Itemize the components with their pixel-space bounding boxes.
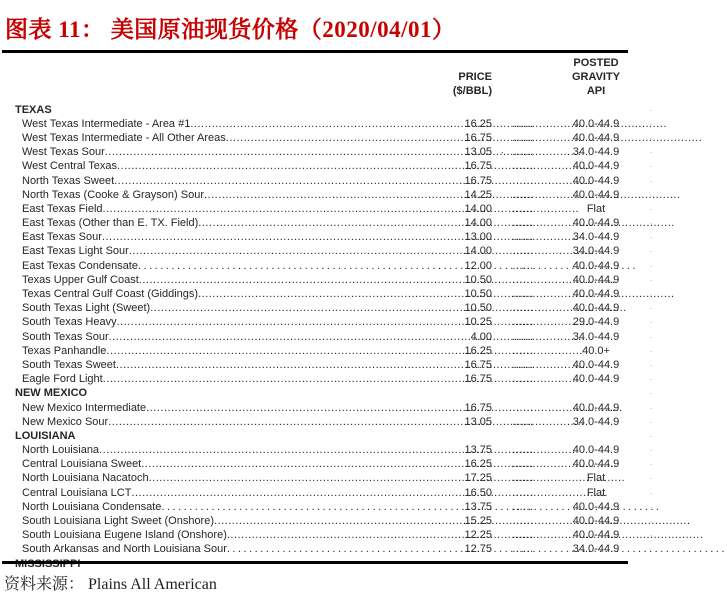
table-row — [15, 457, 664, 471]
gravity-value: 40.0-44.9 — [572, 188, 620, 201]
table-row — [15, 330, 664, 344]
dot-leader — [76, 429, 413, 443]
clipped-column-dot — [638, 103, 664, 117]
price-value: 16.75 — [464, 160, 492, 173]
table-row — [15, 401, 664, 415]
gravity-value: 34.0-44.9 — [572, 245, 620, 258]
clipped-column-dot — [638, 386, 664, 400]
clipped-column-dot — [638, 330, 664, 344]
commodity-name: South Louisiana Light Sweet (Onshore) — [22, 515, 215, 527]
row-separator-dots: ...... — [512, 458, 534, 471]
section-header: LOUISIANA — [15, 429, 76, 442]
gravity-value: Flat — [586, 472, 606, 485]
commodity-name: West Texas Intermediate - All Other Areas — [22, 131, 226, 144]
row-separator-dots: ...... — [512, 259, 534, 272]
price-value: 16.25 — [464, 458, 492, 471]
col-header-gravity: GRAVITY — [571, 71, 621, 84]
commodity-name: East Texas (Other than E. TX. Field) — [22, 217, 199, 230]
table-row — [15, 415, 664, 429]
gravity-value: 40.0-44.9 — [572, 259, 620, 272]
price-footnote-dot: · — [500, 147, 504, 159]
row-separator-dots: ...... — [512, 302, 534, 315]
commodity-name: South Louisiana Eugene Island (Onshore) — [22, 529, 227, 542]
price-value: 16.75 — [464, 373, 492, 386]
gravity-value: 40.0-44.9 — [572, 117, 620, 130]
price-value: 16.25 — [464, 344, 492, 357]
clipped-column-dot — [638, 315, 664, 329]
row-separator-dots: ...... — [512, 117, 534, 130]
commodity-name: South Texas Sweet — [22, 358, 116, 371]
table-row — [15, 528, 664, 542]
clipped-column-dot — [638, 131, 664, 145]
price-value: 12.00 — [464, 259, 492, 272]
commodity-name: South Texas Heavy — [22, 316, 117, 329]
gravity-value: 40.0+ — [582, 344, 610, 357]
row-separator-dots: ...... — [512, 131, 534, 144]
row-separator-dots: ...... — [512, 231, 534, 244]
source-note: 资料来源： Plains All American — [4, 576, 217, 593]
dot-leader — [87, 386, 412, 400]
price-value: 16.75 — [464, 401, 492, 414]
price-value: 13.00 — [464, 231, 492, 244]
dot-leader — [52, 103, 412, 117]
col-header-price-unit: ($/BBL) — [452, 85, 492, 98]
row-separator-dots: ...... — [512, 486, 534, 499]
row-separator-dots: ...... — [512, 529, 534, 542]
commodity-name: Texas Panhandle — [22, 344, 107, 357]
clipped-column-dot — [638, 401, 664, 415]
header-row-units — [15, 84, 664, 98]
clipped-column-dot — [638, 159, 664, 173]
table-row — [15, 216, 664, 230]
row-separator-dots: ...... — [512, 160, 534, 173]
section-header-row — [15, 103, 664, 117]
gravity-value: 40.0-44.9 — [572, 288, 620, 300]
table-row — [15, 244, 664, 258]
row-separator-dots: ...... — [512, 273, 534, 286]
table-row — [15, 358, 664, 372]
commodity-name: South Arkansas and North Louisiana Sour — [22, 543, 227, 556]
gravity-value: 40.0-44.9 — [572, 217, 620, 230]
price-value: 13.75 — [464, 500, 492, 513]
table-row — [15, 542, 664, 556]
commodity-name: East Texas Sour — [22, 231, 102, 244]
clipped-column-dot — [638, 471, 664, 485]
price-value: 14.00 — [464, 245, 492, 258]
row-separator-dots: ...... — [512, 472, 534, 485]
table-row — [15, 301, 664, 315]
commodity-name: South Texas Light (Sweet) — [22, 302, 151, 315]
row-separator-dots: ...... — [512, 316, 534, 329]
commodity-name: West Texas Sour — [22, 146, 105, 159]
table-row — [15, 471, 664, 485]
gravity-value: 40.0-44.9 — [572, 174, 620, 187]
commodity-name: Central Louisiana LCT — [22, 486, 132, 499]
gravity-value: 40.0-44.9 — [572, 131, 620, 144]
table-row — [15, 486, 664, 500]
price-value: 14.25 — [464, 188, 492, 201]
table-row — [15, 202, 664, 216]
table-row — [15, 315, 664, 329]
row-separator-dots: ...... — [512, 500, 534, 513]
table-row — [15, 230, 664, 244]
commodity-name: North Texas Sweet — [22, 174, 115, 187]
clipped-column-dot — [638, 358, 664, 372]
row-separator-dots: ...... — [512, 515, 534, 527]
commodity-name: East Texas Light Sour — [22, 245, 129, 258]
row-separator-dots: ...... — [512, 288, 534, 300]
price-value: 16.75 — [464, 131, 492, 144]
section-header-row — [15, 386, 664, 400]
section-header-row — [15, 429, 664, 443]
gravity-value: 29.0-44.9 — [572, 316, 620, 329]
row-separator-dots: ...... — [512, 444, 534, 457]
clipped-column-dot — [638, 542, 664, 556]
clipped-column-dot — [638, 514, 664, 528]
clipped-column-dot — [638, 500, 664, 514]
price-value: 17.25 — [464, 472, 492, 485]
price-table — [15, 56, 664, 561]
table-row — [15, 273, 664, 287]
table-row — [15, 159, 664, 173]
table-row — [15, 188, 664, 202]
price-value: 12.75 — [464, 543, 492, 556]
gravity-value: 34.0-44.9 — [572, 543, 620, 556]
gravity-value: 40.0-44.9 — [572, 401, 620, 414]
row-separator-dots: ...... — [512, 401, 534, 414]
commodity-name: North Louisiana — [22, 444, 100, 457]
gravity-value: 34.0-44.9 — [572, 415, 620, 428]
table-row — [15, 131, 664, 145]
header-row-posted — [15, 56, 664, 70]
section-header: TEXAS — [15, 103, 52, 116]
commodity-name: Eagle Ford Light — [22, 373, 103, 386]
table-body — [15, 103, 664, 557]
gravity-value: 40.0-44.9 — [572, 529, 620, 542]
gravity-value: 40.0-44.9 — [572, 273, 620, 286]
commodity-name: Central Louisiana Sweet — [22, 458, 142, 471]
clipped-column-dot — [638, 145, 664, 159]
gravity-value: 40.0-44.9 — [572, 373, 620, 386]
clipped-column-dot — [638, 273, 664, 287]
price-value: 16.25 — [464, 117, 492, 130]
clipped-column-dot — [638, 443, 664, 457]
clipped-column-dot — [638, 486, 664, 500]
figure-title: 图表 11： 美国原油现货价格（2020/04/01） — [5, 17, 456, 42]
col-header-price: PRICE — [458, 71, 492, 84]
gravity-value: 34.0-44.9 — [572, 330, 620, 343]
gravity-value: 40.0-44.9 — [572, 302, 620, 315]
commodity-name: New Mexico Sour — [22, 415, 109, 428]
table-row — [15, 500, 664, 514]
table-row — [15, 174, 664, 188]
table-bottom-border — [2, 561, 628, 564]
table-row — [15, 443, 664, 457]
row-separator-dots: ...... — [512, 174, 534, 187]
gravity-value: 40.0-44.9 — [572, 500, 620, 513]
row-separator-dots: ...... — [512, 188, 534, 201]
col-header-posted: POSTED — [573, 57, 619, 69]
gravity-value: 34.0-44.9 — [572, 146, 620, 159]
gravity-value: 40.0-44.9 — [572, 458, 620, 471]
table-row — [15, 287, 664, 301]
gravity-value: Flat — [586, 486, 606, 499]
clipped-column-dot — [638, 372, 664, 386]
price-value: 13.75 — [464, 444, 492, 457]
row-separator-dots: ...... — [512, 415, 534, 428]
clipped-column-dot — [638, 202, 664, 216]
commodity-name: Texas Upper Gulf Coast — [22, 273, 139, 286]
price-value: 4.00 — [470, 330, 492, 343]
clipped-column-dot — [638, 259, 664, 273]
commodity-name: North Louisiana Condensate — [22, 500, 162, 513]
col-header-api: API — [586, 85, 606, 98]
clipped-column-dot — [638, 230, 664, 244]
table-row — [15, 145, 664, 159]
price-value: 10.50 — [464, 302, 492, 315]
clipped-column-dot — [638, 457, 664, 471]
commodity-name: East Texas Field — [22, 202, 103, 215]
header-row-price-gravity — [15, 70, 664, 84]
table-row — [15, 514, 664, 528]
commodity-name: Texas Central Gulf Coast (Giddings) — [22, 288, 199, 300]
table-row — [15, 259, 664, 273]
commodity-name: North Louisiana Nacatoch — [22, 472, 149, 485]
price-value: 14.00 — [464, 217, 492, 230]
row-separator-dots: ...... — [512, 373, 534, 386]
price-value: 13.05 — [464, 415, 492, 428]
row-separator-dots: ...... — [512, 330, 534, 343]
price-value: 16.75 — [464, 174, 492, 187]
gravity-value: 40.0-44.9 — [572, 515, 620, 527]
price-value: 10.25 — [464, 316, 492, 329]
row-separator-dots: ...... — [512, 202, 534, 215]
clipped-column-dot — [638, 216, 664, 230]
row-separator-dots: ...... — [512, 358, 534, 371]
clipped-column-dot — [638, 287, 664, 301]
table-row — [15, 117, 664, 131]
row-separator-dots: ...... — [512, 344, 534, 357]
row-separator-dots: ...... — [512, 217, 534, 230]
commodity-name: West Central Texas — [22, 160, 117, 173]
clipped-column-dot — [638, 301, 664, 315]
clipped-section-header — [15, 557, 664, 561]
price-value: 13.05 · — [412, 145, 492, 159]
row-separator-dots: ...... — [512, 245, 534, 258]
clipped-column-dot — [638, 188, 664, 202]
table-row — [15, 344, 664, 358]
gravity-value: 40.0-44.9 — [572, 358, 620, 371]
commodity-name: North Texas (Cooke & Grayson) Sour — [22, 188, 204, 201]
clipped-column-dot — [638, 244, 664, 258]
clipped-column-dot — [638, 528, 664, 542]
row-separator-dots: ...... — [512, 543, 534, 556]
price-value: 12.25 — [464, 529, 492, 542]
price-value: 15.25 — [464, 515, 492, 527]
gravity-value: 34.0-44.9 — [572, 231, 620, 244]
commodity-name: South Texas Sour — [22, 330, 109, 343]
price-value: 14.00 — [464, 202, 492, 215]
section-header: NEW MEXICO — [15, 387, 88, 400]
gravity-value: 40.0-44.9 — [572, 444, 620, 457]
title-divider — [2, 50, 628, 53]
table-row — [15, 372, 664, 386]
price-value: 16.50 — [464, 486, 492, 499]
clipped-column-dot — [638, 415, 664, 429]
clipped-column-dot — [638, 117, 664, 131]
gravity-value: Flat — [586, 202, 606, 215]
commodity-name: New Mexico Intermediate — [22, 401, 147, 414]
price-value: 16.75 — [464, 358, 492, 371]
clipped-column-dot — [638, 429, 664, 443]
price-value: 10.50 — [464, 273, 492, 286]
row-separator-dots: ...... — [512, 146, 534, 159]
price-value: 10.50 — [464, 288, 492, 300]
clipped-column-dot — [638, 344, 664, 358]
commodity-name: West Texas Intermediate - Area #1 — [22, 117, 191, 130]
commodity-name: East Texas Condensate — [22, 259, 138, 272]
gravity-value: 40.0-44.9 — [572, 160, 620, 173]
clipped-column-dot — [638, 174, 664, 188]
